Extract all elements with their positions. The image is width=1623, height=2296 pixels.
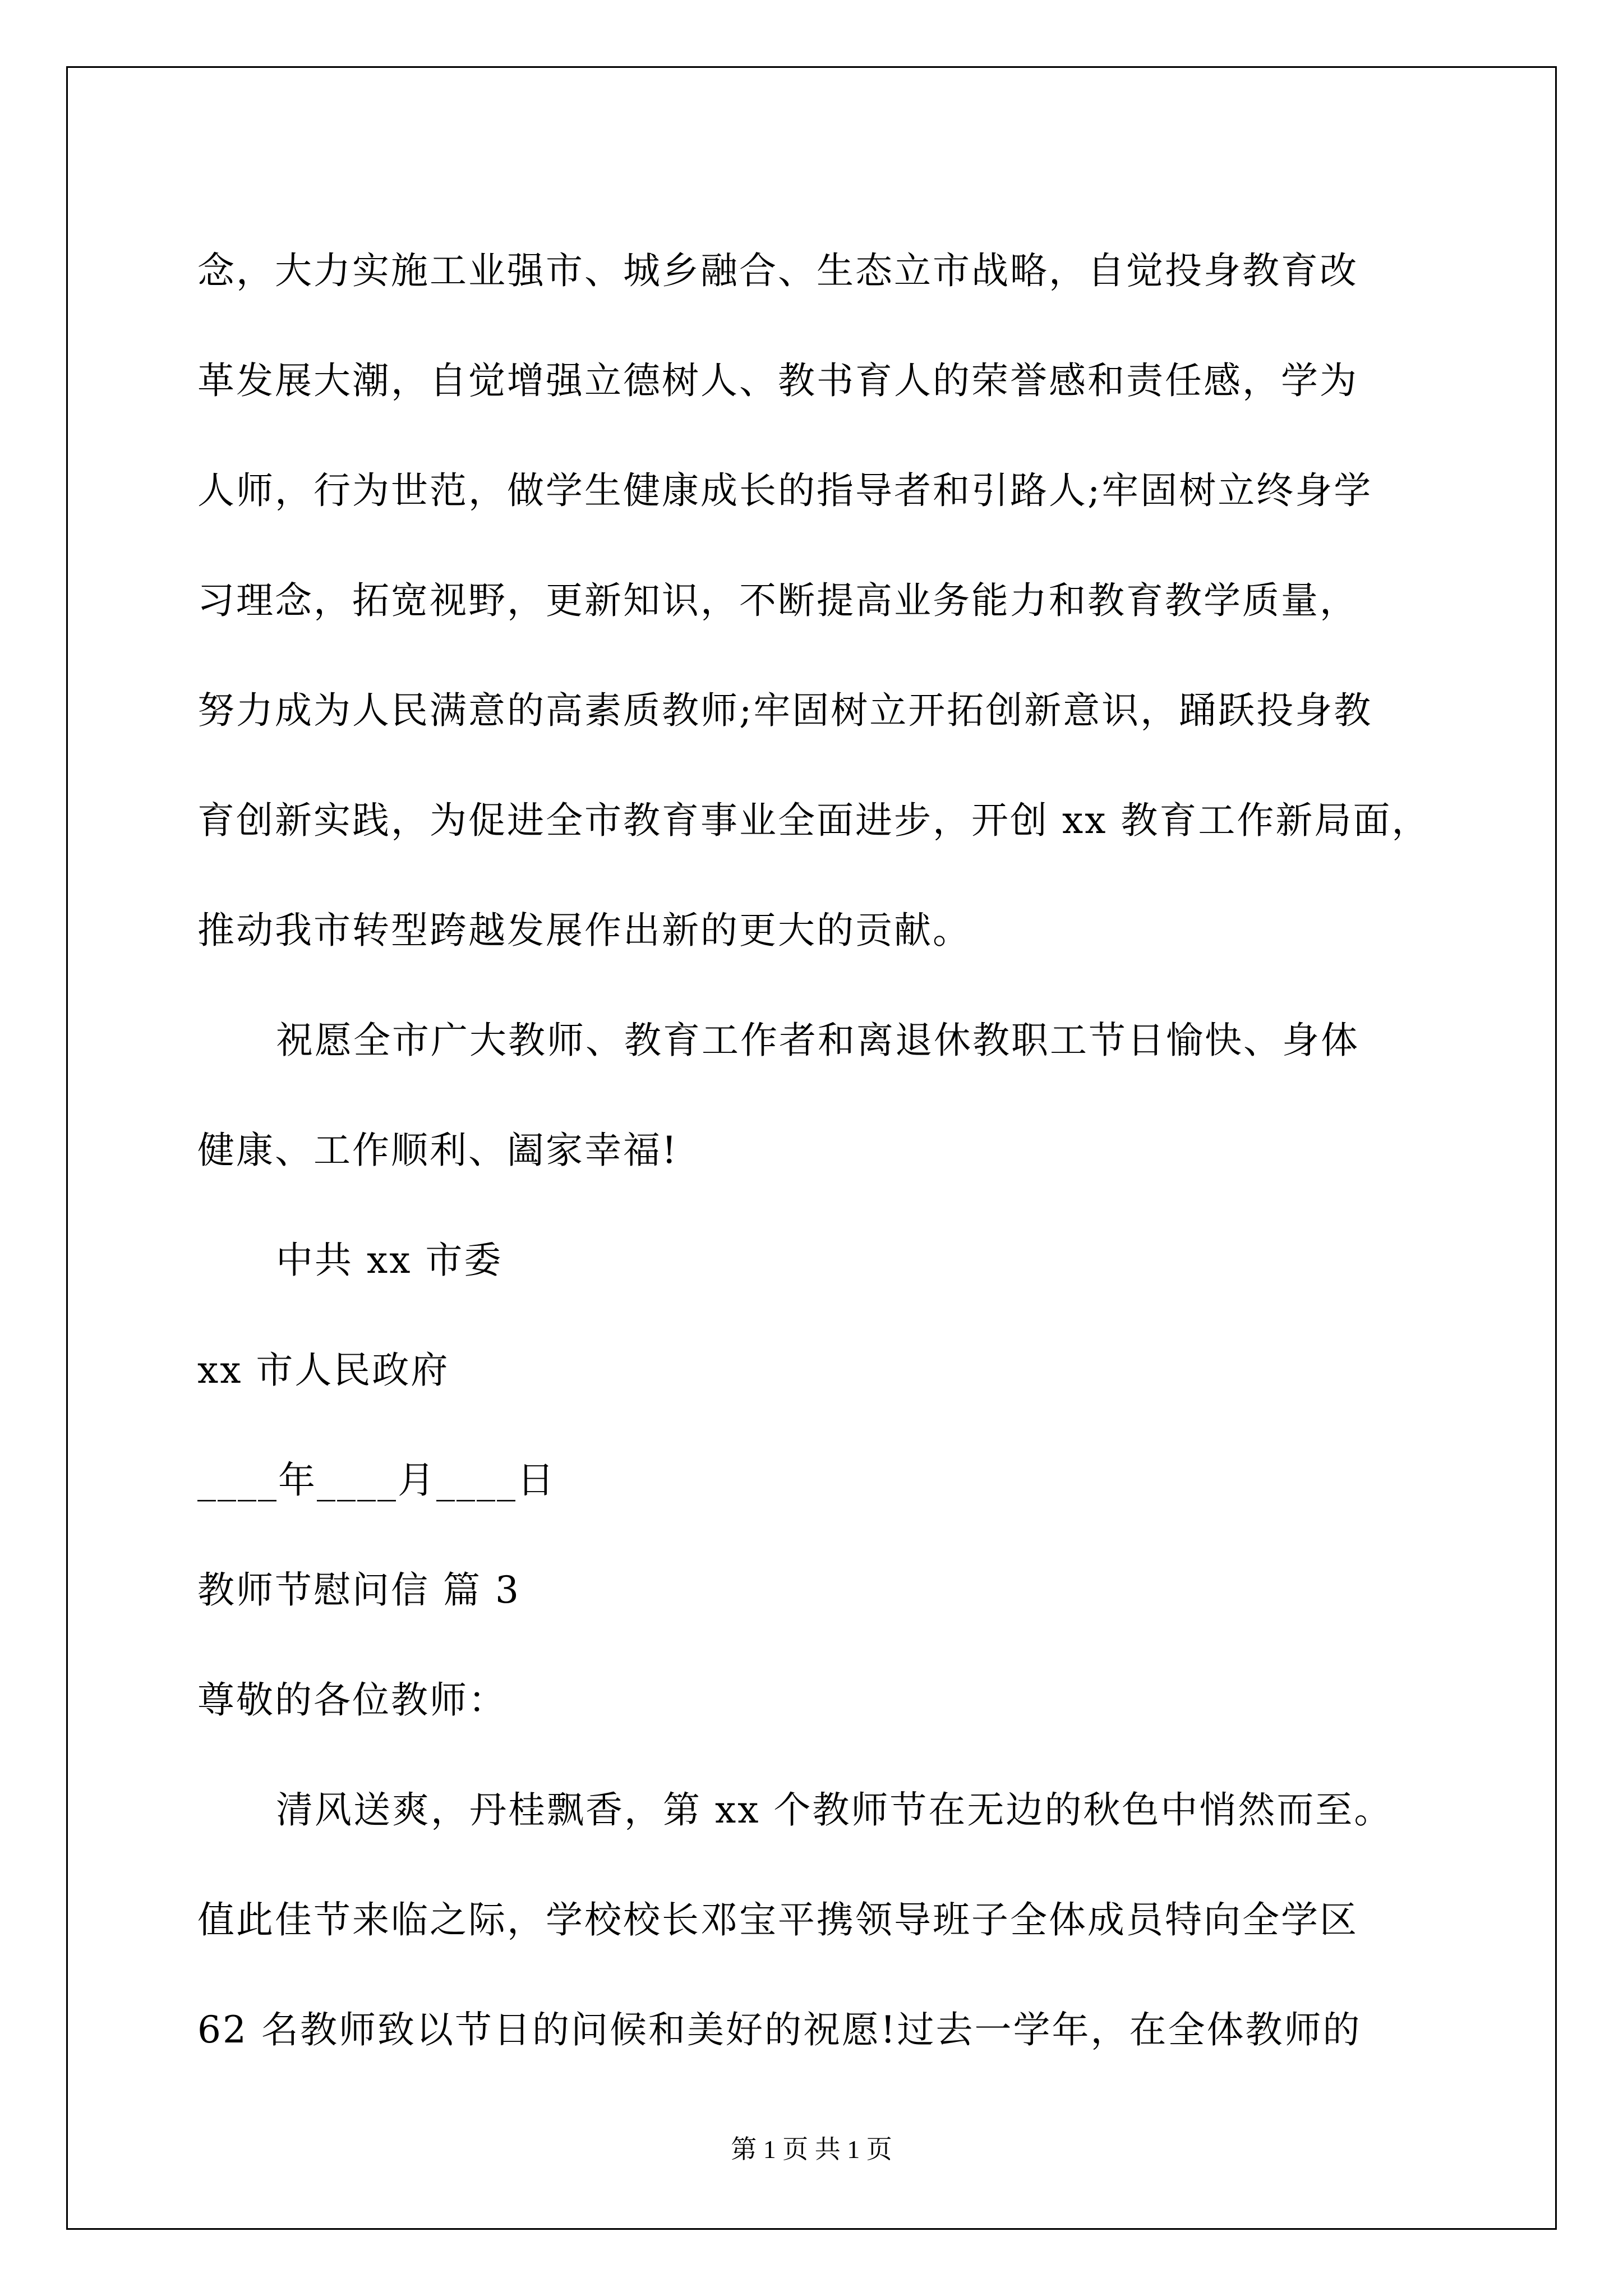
document-body xyxy=(197,216,1459,2085)
text-line: 人师，行为世范，做学生健康成长的指导者和引路人;牢固树立终身学 xyxy=(197,469,1373,512)
page-footer: 第 1 页 共 1 页 xyxy=(731,2135,892,2164)
text-line: 努力成为人民满意的高素质教师;牢固树立开拓创新意识，踊跃投身教 xyxy=(197,689,1373,732)
text-line: 值此佳节来临之际，学校校长邓宝平携领导班子全体成员特向全学区 xyxy=(197,1898,1358,1941)
signature-party: 中共 xx 市委 xyxy=(276,1239,503,1282)
date-line: ____年____月____日 xyxy=(197,1458,556,1502)
paragraph-start: 祝愿全市广大教师、教育工作者和离退休教职工节日愉快、身体 xyxy=(276,1019,1359,1062)
text-line: 62 名教师致以节日的问候和美好的祝愿!过去一学年，在全体教师的 xyxy=(197,2008,1362,2051)
paragraph-start: 清风送爽，丹桂飘香，第 xx 个教师节在无边的秋色中悄然而至。 xyxy=(276,1788,1393,1832)
text-line: 推动我市转型跨越发展作出新的更大的贡献。 xyxy=(197,909,971,952)
text-line: 习理念，拓宽视野，更新知识，不断提高业务能力和教育教学质量， xyxy=(197,579,1358,622)
text-line: 念，大力实施工业强市、城乡融合、生态立市战略，自觉投身教育改 xyxy=(197,249,1358,292)
salutation: 尊敬的各位教师： xyxy=(197,1678,507,1722)
section-heading: 教师节慰问信 篇 3 xyxy=(197,1568,520,1612)
text-line: 育创新实践，为促进全市教育事业全面进步，开创 xx 教育工作新局面， xyxy=(197,799,1431,842)
signature-government: xx 市人民政府 xyxy=(197,1349,450,1392)
text-line: 健康、工作顺利、阖家幸福! xyxy=(197,1129,679,1172)
text-line: 革发展大潮，自觉增强立德树人、教书育人的荣誉感和责任感，学为 xyxy=(197,359,1358,402)
